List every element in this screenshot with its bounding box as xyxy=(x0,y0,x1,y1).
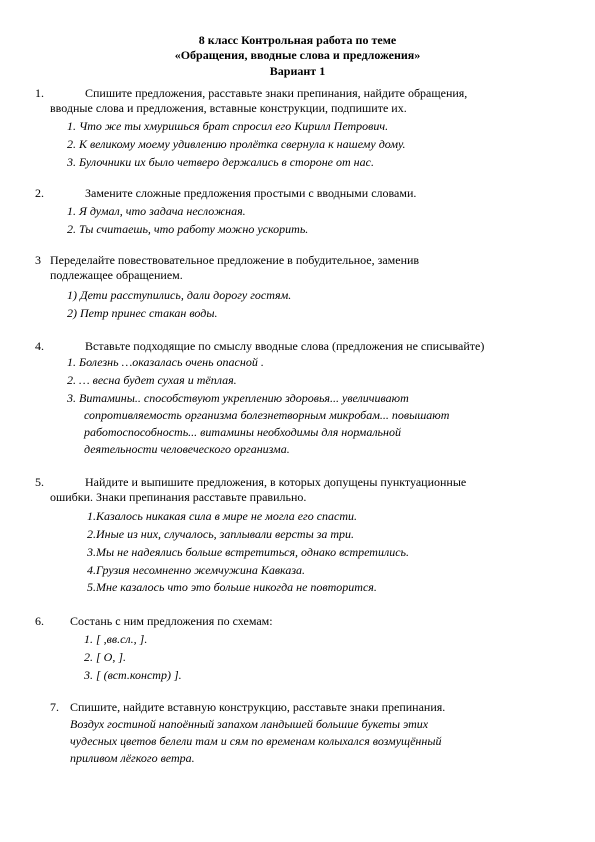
task-4-item-3-cont-3: деятельности человеческого организма. xyxy=(84,442,290,456)
task-1-instruction: Спишите предложения, расставьте знаки препинания, найдите обращения, xyxy=(85,86,468,100)
task-3-instruction-cont: подлежащее обращением. xyxy=(50,268,183,282)
task-2-item-1: 1. Я думал, что задача несложная. xyxy=(67,204,246,218)
task-6-scheme-2: 2. [ О, ]. xyxy=(84,650,127,664)
task-1-number: 1. xyxy=(35,86,44,100)
task-5-item-3: 3.Мы не надеялись больше встретиться, однако встретились. xyxy=(87,545,409,559)
task-5-item-1: 1.Казалось никакая сила в мире не могла его спасти. xyxy=(87,509,358,523)
task-4-instruction: Вставьте подходящие по смыслу вводные слова (предложения не списывайте) xyxy=(85,339,485,353)
task-7-number: 7. xyxy=(50,700,59,714)
task-2-number: 2. xyxy=(35,186,44,200)
task-3-instruction: Переделайте повествовательное предложение в побудительное, заменив xyxy=(50,253,420,267)
task-2-item-2: 2. Ты считаешь, что работу можно ускорить. xyxy=(67,222,309,236)
header-topic: «Обращения, вводные слова и предложения» xyxy=(174,48,421,62)
task-4-item-3: 3. Витамины.. способствуют укреплению здоровья... увеличивают xyxy=(67,391,409,405)
task-4-item-3-cont-2: работоспособность... витамины необходимы для нормальной xyxy=(84,425,401,439)
task-1-item-1: 1. Что же ты хмуришься брат спросил его Кирилл Петрович. xyxy=(67,119,389,133)
task-4-item-3-cont-1: сопротивляемость организма болезнетворным микробам... повышают xyxy=(84,408,450,422)
task-3-item-1: 1) Дети расступились, дали дорогу гостям. xyxy=(67,288,292,302)
task-7-text-2: чудесных цветов белели там и сям по временам колыхался возмущённый xyxy=(70,734,442,748)
task-1-instruction-cont: вводные слова и предложения, вставные конструкции, подпишите их. xyxy=(50,101,407,115)
task-3-item-2: 2) Петр принес стакан воды. xyxy=(67,306,218,320)
task-7-text-1: Воздух гостиной напоённый запахом ландышей большие букеты этих xyxy=(70,717,429,731)
task-6-instruction: Состань с ним предложения по схемам: xyxy=(70,614,273,628)
task-4-item-1: 1. Болезнь …оказалась очень опасной . xyxy=(67,355,264,369)
task-4-number: 4. xyxy=(35,339,44,353)
task-5-item-2: 2.Иные из них, случалось, заплывали версты за три. xyxy=(87,527,355,541)
task-5-item-4: 4.Грузия несомненно жемчужина Кавказа. xyxy=(87,563,306,577)
task-5-item-5: 5.Мне казалось что это больше никогда не повторится. xyxy=(87,580,377,594)
header-title: 8 класс Контрольная работа по теме xyxy=(198,33,397,47)
task-2-instruction: Замените сложные предложения простыми с вводными словами. xyxy=(85,186,417,200)
task-6-scheme-1: 1. [ ,вв.сл., ]. xyxy=(84,632,148,646)
task-3-number: 3 xyxy=(35,253,41,267)
task-6-number: 6. xyxy=(35,614,44,628)
task-7-text-3: приливом лёгкого ветра. xyxy=(70,751,195,765)
task-5-number: 5. xyxy=(35,475,44,489)
task-5-instruction: Найдите и выпишите предложения, в которых допущены пунктуационные xyxy=(85,475,467,489)
task-6-scheme-3: 3. [ (вст.констр) ]. xyxy=(84,668,182,682)
task-5-instruction-cont: ошибки. Знаки препинания расставьте правильно. xyxy=(50,490,307,504)
variant-title: Вариант 1 xyxy=(269,64,326,78)
task-7-instruction: Спишите, найдите вставную конструкцию, расставьте знаки препинания. xyxy=(70,700,446,714)
task-1-item-3: 3. Булочники их было четверо держались в стороне от нас. xyxy=(67,155,374,169)
task-1-item-2: 2. К великому моему удивлению пролётка свернула к нашему дому. xyxy=(67,137,406,151)
task-4-item-2: 2. … весна будет сухая и тёплая. xyxy=(67,373,237,387)
